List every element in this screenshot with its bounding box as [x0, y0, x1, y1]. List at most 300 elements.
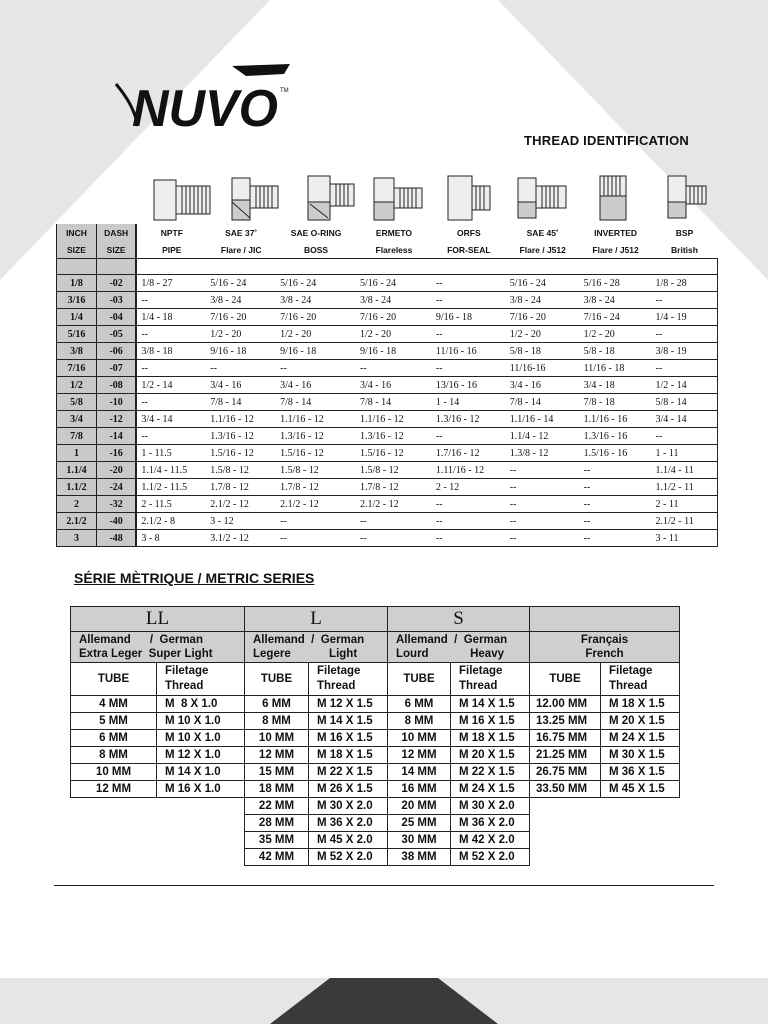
table-row [57, 530, 718, 547]
dash-size-cell: -24 [96, 479, 136, 496]
thread-cell: 1.1/16 - 14 [506, 411, 580, 428]
table-row [57, 462, 718, 479]
thread-cell: 1.7/8 - 12 [206, 479, 276, 496]
table-row [57, 309, 718, 326]
sae37-fitting-icon [232, 178, 278, 220]
thread-cell: 3/8 - 24 [506, 292, 580, 309]
tube-size-cell: 8 MM [388, 713, 451, 730]
thread-cell: 1.1/16 - 12 [206, 411, 276, 428]
thread-cell: 1/2 - 20 [506, 326, 580, 343]
thread-identification-table [56, 224, 718, 547]
tube-size-cell: 6 MM [388, 696, 451, 713]
spacer-cell [206, 259, 276, 275]
metric-series-table [70, 606, 680, 866]
column-subheader: Flare / J512 [519, 244, 566, 255]
series-description [71, 632, 245, 663]
thread-size-cell: M 10 X 1.0 [157, 730, 245, 747]
empty-cell [601, 849, 680, 866]
thread-cell: 2 - 11.5 [136, 496, 206, 513]
empty-cell [530, 798, 601, 815]
column-header: SAE O-RING [290, 227, 342, 238]
thread-cell: -- [506, 530, 580, 547]
thread-cell: -- [276, 360, 356, 377]
dash-size-cell: -12 [96, 411, 136, 428]
thread-cell: -- [136, 428, 206, 445]
tube-size-cell: 21.25 MM [530, 747, 601, 764]
dash-size-cell: -20 [96, 462, 136, 479]
thread-cell: 1/2 - 20 [276, 326, 356, 343]
thread-cell: -- [652, 326, 718, 343]
inch-size-cell: 1.1/4 [57, 462, 97, 479]
thread-cell: -- [432, 326, 506, 343]
dash-size-cell: -03 [96, 292, 136, 309]
fitting-icons-row [140, 172, 720, 224]
thread-cell: 3.1/2 - 12 [206, 530, 276, 547]
thread-cell: 1/2 - 14 [136, 377, 206, 394]
thread-cell: 1/2 - 14 [652, 377, 718, 394]
sae-oring-fitting-icon [308, 176, 354, 220]
table-row [57, 428, 718, 445]
tube-size-cell: 16.75 MM [530, 730, 601, 747]
thread-label-en: Thread [165, 680, 204, 692]
description-line: Français [580, 634, 629, 646]
thread-cell: 5/16 - 28 [580, 275, 652, 292]
empty-cell [71, 832, 157, 849]
thread-cell: 13/16 - 16 [432, 377, 506, 394]
column-header: SAE 37˚ [225, 227, 258, 238]
sae45-fitting-icon [518, 178, 566, 218]
tube-size-cell: 10 MM [71, 764, 157, 781]
thread-label [601, 663, 680, 696]
thread-size-cell: M 10 X 1.0 [157, 713, 245, 730]
filetage-label: Filetage [609, 665, 653, 677]
dash-size-cell: -06 [96, 343, 136, 360]
filetage-label: Filetage [317, 665, 361, 677]
tube-label: TUBE [388, 663, 451, 696]
filetage-label: Filetage [165, 665, 209, 677]
thread-cell: 1 - 11.5 [136, 445, 206, 462]
thread-size-cell: M 36 X 2.0 [309, 815, 388, 832]
empty-cell [530, 815, 601, 832]
thread-cell: 9/16 - 18 [206, 343, 276, 360]
thread-cell: 1.1/4 - 11 [652, 462, 718, 479]
thread-size-cell: M 30 X 1.5 [601, 747, 680, 764]
thread-size-cell: M 42 X 2.0 [451, 832, 530, 849]
tube-size-cell: 4 MM [71, 696, 157, 713]
thread-cell: 7/8 - 14 [276, 394, 356, 411]
column-subheader: Flare / JIC [220, 244, 262, 255]
thread-cell: 1.3/16 - 12 [356, 428, 432, 445]
inch-size-cell: 3/4 [57, 411, 97, 428]
thread-cell: -- [206, 360, 276, 377]
bottom-divider [54, 885, 714, 886]
tube-size-cell: 12 MM [71, 781, 157, 798]
table-row [57, 275, 718, 292]
inch-size-cell: 7/8 [57, 428, 97, 445]
thread-cell: -- [506, 462, 580, 479]
thread-cell: 1.11/16 - 12 [432, 462, 506, 479]
thread-cell: 9/16 - 18 [432, 309, 506, 326]
thread-cell: 5/16 - 24 [356, 275, 432, 292]
thread-cell: 5/8 - 14 [652, 394, 718, 411]
column-header: INCH [57, 224, 97, 241]
thread-size-cell: M 22 X 1.5 [451, 764, 530, 781]
thread-cell: -- [356, 513, 432, 530]
thread-size-cell: M 22 X 1.5 [309, 764, 388, 781]
description-line: Legere Light [253, 648, 358, 660]
thread-cell: 1.1/4 - 11.5 [136, 462, 206, 479]
tube-size-cell: 28 MM [245, 815, 309, 832]
nuvo-logo [112, 62, 302, 142]
thread-size-cell: M 30 X 2.0 [309, 798, 388, 815]
metric-series-title: SÉRIE MÈTRIQUE / METRIC SERIES [74, 570, 315, 586]
tube-size-cell: 33.50 MM [530, 781, 601, 798]
table-row [57, 394, 718, 411]
thread-cell: 1/2 - 20 [206, 326, 276, 343]
thread-size-cell: M 14 X 1.5 [451, 696, 530, 713]
empty-cell [530, 832, 601, 849]
dash-size-cell: -07 [96, 360, 136, 377]
thread-cell: -- [652, 428, 718, 445]
inch-size-cell: 1/8 [57, 275, 97, 292]
thread-cell: 1 - 14 [432, 394, 506, 411]
thread-size-cell: M 14 X 1.5 [309, 713, 388, 730]
table-row [57, 479, 718, 496]
empty-cell [157, 832, 245, 849]
thread-cell: -- [652, 292, 718, 309]
metric-row [71, 832, 680, 849]
thread-cell: 1.3/16 - 16 [580, 428, 652, 445]
spacer-cell [57, 259, 97, 275]
thread-cell: -- [506, 479, 580, 496]
tube-size-cell: 13.25 MM [530, 713, 601, 730]
thread-size-cell: M 52 X 2.0 [451, 849, 530, 866]
dash-size-cell: -04 [96, 309, 136, 326]
tube-size-cell: 10 MM [245, 730, 309, 747]
thread-cell: 2.1/2 - 12 [276, 496, 356, 513]
dash-size-cell: -02 [96, 275, 136, 292]
thread-size-cell: M 8 X 1.0 [157, 696, 245, 713]
tube-size-cell: 12 MM [388, 747, 451, 764]
thread-size-cell: M 26 X 1.5 [309, 781, 388, 798]
thread-cell: 5/16 - 24 [206, 275, 276, 292]
filetage-label: Filetage [459, 665, 503, 677]
inch-size-cell: 5/16 [57, 326, 97, 343]
thread-cell: 1.5/8 - 12 [276, 462, 356, 479]
metric-row [71, 696, 680, 713]
thread-cell: -- [432, 530, 506, 547]
thread-size-cell: M 30 X 2.0 [451, 798, 530, 815]
inch-size-cell: 1 [57, 445, 97, 462]
empty-cell [601, 798, 680, 815]
tube-size-cell: 25 MM [388, 815, 451, 832]
spacer-row [57, 259, 718, 275]
tube-size-cell: 10 MM [388, 730, 451, 747]
column-subheader: PIPE [162, 244, 182, 255]
metric-row [71, 713, 680, 730]
thread-cell: -- [506, 496, 580, 513]
series-row [71, 607, 680, 632]
thread-label-en: Thread [609, 680, 648, 692]
thread-cell: -- [580, 513, 652, 530]
thread-size-cell: M 24 X 1.5 [601, 730, 680, 747]
tube-size-cell: 12 MM [245, 747, 309, 764]
inch-size-cell: 1/4 [57, 309, 97, 326]
tube-size-cell: 6 MM [245, 696, 309, 713]
thread-cell: 9/16 - 18 [276, 343, 356, 360]
thread-cell: -- [136, 360, 206, 377]
thread-cell: 11/16 - 16 [432, 343, 506, 360]
tube-size-cell: 5 MM [71, 713, 157, 730]
thread-cell: 7/8 - 14 [206, 394, 276, 411]
thread-cell: 1.3/16 - 12 [432, 411, 506, 428]
thread-cell: 1/2 - 20 [356, 326, 432, 343]
thread-cell: 7/16 - 20 [276, 309, 356, 326]
table-row [57, 292, 718, 309]
dash-size-cell: -14 [96, 428, 136, 445]
thread-label [309, 663, 388, 696]
thread-cell: -- [136, 326, 206, 343]
thread-size-cell: M 18 X 1.5 [451, 730, 530, 747]
tube-size-cell: 8 MM [71, 747, 157, 764]
metric-row [71, 764, 680, 781]
thread-cell: -- [432, 275, 506, 292]
table-row [57, 377, 718, 394]
inch-size-cell: 7/16 [57, 360, 97, 377]
inch-size-cell: 5/8 [57, 394, 97, 411]
dash-size-cell: -10 [96, 394, 136, 411]
thread-cell: 2 - 12 [432, 479, 506, 496]
empty-cell [71, 849, 157, 866]
tube-size-cell: 14 MM [388, 764, 451, 781]
thread-label [451, 663, 530, 696]
column-subheader: SIZE [96, 241, 136, 259]
thread-cell: -- [652, 360, 718, 377]
thread-size-cell: M 45 X 1.5 [601, 781, 680, 798]
thread-cell: -- [580, 496, 652, 513]
thread-cell: -- [356, 530, 432, 547]
inch-size-cell: 1.1/2 [57, 479, 97, 496]
column-subheader: FOR-SEAL [447, 244, 491, 255]
thread-cell: 3/4 - 16 [506, 377, 580, 394]
column-subheader: Flare / J512 [592, 244, 639, 255]
thread-cell: 1.3/16 - 12 [276, 428, 356, 445]
tube-label: TUBE [71, 663, 157, 696]
thread-size-cell: M 36 X 2.0 [451, 815, 530, 832]
tube-label: TUBE [245, 663, 309, 696]
thread-size-cell: M 18 X 1.5 [601, 696, 680, 713]
tube-size-cell: 35 MM [245, 832, 309, 849]
thread-cell: 3/8 - 18 [136, 343, 206, 360]
thread-cell: 1/8 - 27 [136, 275, 206, 292]
thread-cell: 3/8 - 24 [276, 292, 356, 309]
page-title: THREAD IDENTIFICATION [524, 133, 690, 148]
tube-size-cell: 16 MM [388, 781, 451, 798]
thread-cell: 1.1/16 - 12 [356, 411, 432, 428]
description-line: Allemand / German [396, 634, 508, 646]
thread-size-cell: M 12 X 1.5 [309, 696, 388, 713]
empty-cell [601, 832, 680, 849]
empty-cell [157, 815, 245, 832]
dash-size-cell: -16 [96, 445, 136, 462]
thread-cell: 5/8 - 18 [506, 343, 580, 360]
thread-cell: -- [136, 394, 206, 411]
thread-size-cell: M 16 X 1.5 [309, 730, 388, 747]
series-heading: S [388, 607, 530, 632]
thread-cell: 5/8 - 18 [580, 343, 652, 360]
empty-cell [71, 798, 157, 815]
tube-size-cell: 15 MM [245, 764, 309, 781]
column-header: NPTF [160, 227, 183, 238]
thread-cell: 7/8 - 14 [356, 394, 432, 411]
ermeto-fitting-icon [374, 178, 422, 220]
thread-cell: 1.1/4 - 12 [506, 428, 580, 445]
column-header: SAE 45˚ [526, 227, 559, 238]
logo-text: NUVO [132, 80, 278, 138]
dash-size-cell: -05 [96, 326, 136, 343]
thread-label-en: Thread [317, 680, 356, 692]
nptf-fitting-icon [154, 180, 210, 220]
inverted-fitting-icon [600, 176, 626, 220]
spacer-cell [96, 259, 136, 275]
empty-cell [530, 849, 601, 866]
thread-cell: -- [276, 530, 356, 547]
description-line: Allemand / German [253, 634, 365, 646]
thread-cell: 1.1/2 - 11.5 [136, 479, 206, 496]
thread-cell: -- [276, 513, 356, 530]
series-description [245, 632, 388, 663]
thread-cell: -- [136, 292, 206, 309]
spacer-cell [136, 259, 206, 275]
thread-cell: -- [356, 360, 432, 377]
metric-row [71, 730, 680, 747]
tube-size-cell: 18 MM [245, 781, 309, 798]
thread-cell: -- [580, 479, 652, 496]
thread-cell: -- [432, 292, 506, 309]
thread-cell: 1.5/8 - 12 [356, 462, 432, 479]
description-line: Lourd Heavy [396, 648, 504, 660]
thread-cell: 2 - 11 [652, 496, 718, 513]
thread-cell: -- [432, 496, 506, 513]
thread-cell: 2.1/2 - 8 [136, 513, 206, 530]
tube-label: TUBE [530, 663, 601, 696]
inch-size-cell: 3 [57, 530, 97, 547]
thread-cell: 1.7/16 - 12 [432, 445, 506, 462]
thread-cell: 1.1/16 - 16 [580, 411, 652, 428]
tube-size-cell: 6 MM [71, 730, 157, 747]
thread-cell: 1.5/16 - 12 [356, 445, 432, 462]
table-row [57, 326, 718, 343]
table-row [57, 360, 718, 377]
thread-size-cell: M 24 X 1.5 [451, 781, 530, 798]
column-header: INVERTED [594, 227, 638, 238]
spacer-cell [652, 259, 718, 275]
column-header: BSP [675, 227, 694, 238]
column-subheader: BOSS [304, 244, 329, 255]
series-heading [530, 607, 680, 632]
series-heading: LL [71, 607, 245, 632]
thread-cell: 5/16 - 24 [276, 275, 356, 292]
thread-size-cell: M 52 X 2.0 [309, 849, 388, 866]
tube-size-cell: 20 MM [388, 798, 451, 815]
thread-cell: 3 - 12 [206, 513, 276, 530]
thread-cell: 1.5/8 - 12 [206, 462, 276, 479]
thread-cell: 1/2 - 20 [580, 326, 652, 343]
tube-size-cell: 38 MM [388, 849, 451, 866]
thread-cell: -- [432, 360, 506, 377]
table-row [57, 445, 718, 462]
thread-size-cell: M 20 X 1.5 [601, 713, 680, 730]
thread-cell: 2.1/2 - 12 [206, 496, 276, 513]
table-row [57, 411, 718, 428]
dash-size-cell: -40 [96, 513, 136, 530]
inch-size-cell: 3/8 [57, 343, 97, 360]
inch-size-cell: 3/16 [57, 292, 97, 309]
spacer-cell [276, 259, 356, 275]
thread-cell: 1.5/16 - 12 [276, 445, 356, 462]
series-description [530, 632, 680, 663]
description-line: French [585, 648, 624, 660]
thread-size-cell: M 36 X 1.5 [601, 764, 680, 781]
thread-cell: 3/8 - 24 [206, 292, 276, 309]
column-header: ORFS [457, 227, 481, 238]
thread-cell: 1.1/16 - 12 [276, 411, 356, 428]
tube-size-cell: 8 MM [245, 713, 309, 730]
thread-cell: -- [580, 530, 652, 547]
thread-size-cell: M 12 X 1.0 [157, 747, 245, 764]
thread-cell: 1/4 - 18 [136, 309, 206, 326]
thread-cell: 1.5/16 - 16 [580, 445, 652, 462]
thread-cell: 3/8 - 24 [356, 292, 432, 309]
thread-label-en: Thread [459, 680, 498, 692]
thread-cell: 1.7/8 - 12 [276, 479, 356, 496]
inch-size-cell: 2 [57, 496, 97, 513]
dash-size-cell: -48 [96, 530, 136, 547]
thread-cell: 2.1/2 - 11 [652, 513, 718, 530]
logo-tm: TM [280, 88, 289, 94]
thread-cell: 3/4 - 16 [206, 377, 276, 394]
series-description [388, 632, 530, 663]
thread-label [157, 663, 245, 696]
thread-size-cell: M 16 X 1.0 [157, 781, 245, 798]
thread-cell: 1.3/8 - 12 [506, 445, 580, 462]
dash-size-cell: -32 [96, 496, 136, 513]
description-line: Extra Leger Super Light [79, 648, 213, 660]
thread-cell: 7/16 - 20 [356, 309, 432, 326]
thread-cell: -- [432, 513, 506, 530]
inch-size-cell: 1/2 [57, 377, 97, 394]
thread-cell: 9/16 - 18 [356, 343, 432, 360]
thread-size-cell: M 14 X 1.0 [157, 764, 245, 781]
bsp-fitting-icon [668, 176, 706, 218]
thread-cell: 3/4 - 14 [136, 411, 206, 428]
thread-cell: -- [580, 462, 652, 479]
spacer-cell [580, 259, 652, 275]
thread-size-cell: M 16 X 1.5 [451, 713, 530, 730]
description-row [71, 632, 680, 663]
metric-row [71, 815, 680, 832]
spacer-cell [432, 259, 506, 275]
thread-cell: 7/16 - 20 [206, 309, 276, 326]
thread-cell: 3/8 - 19 [652, 343, 718, 360]
thread-cell: 1/8 - 28 [652, 275, 718, 292]
thread-cell: 11/16 - 18 [580, 360, 652, 377]
thread-size-cell: M 18 X 1.5 [309, 747, 388, 764]
thread-cell: 11/16-16 [506, 360, 580, 377]
column-header: DASH [96, 224, 136, 241]
metric-row [71, 849, 680, 866]
column-header: ERMETO [375, 227, 413, 238]
